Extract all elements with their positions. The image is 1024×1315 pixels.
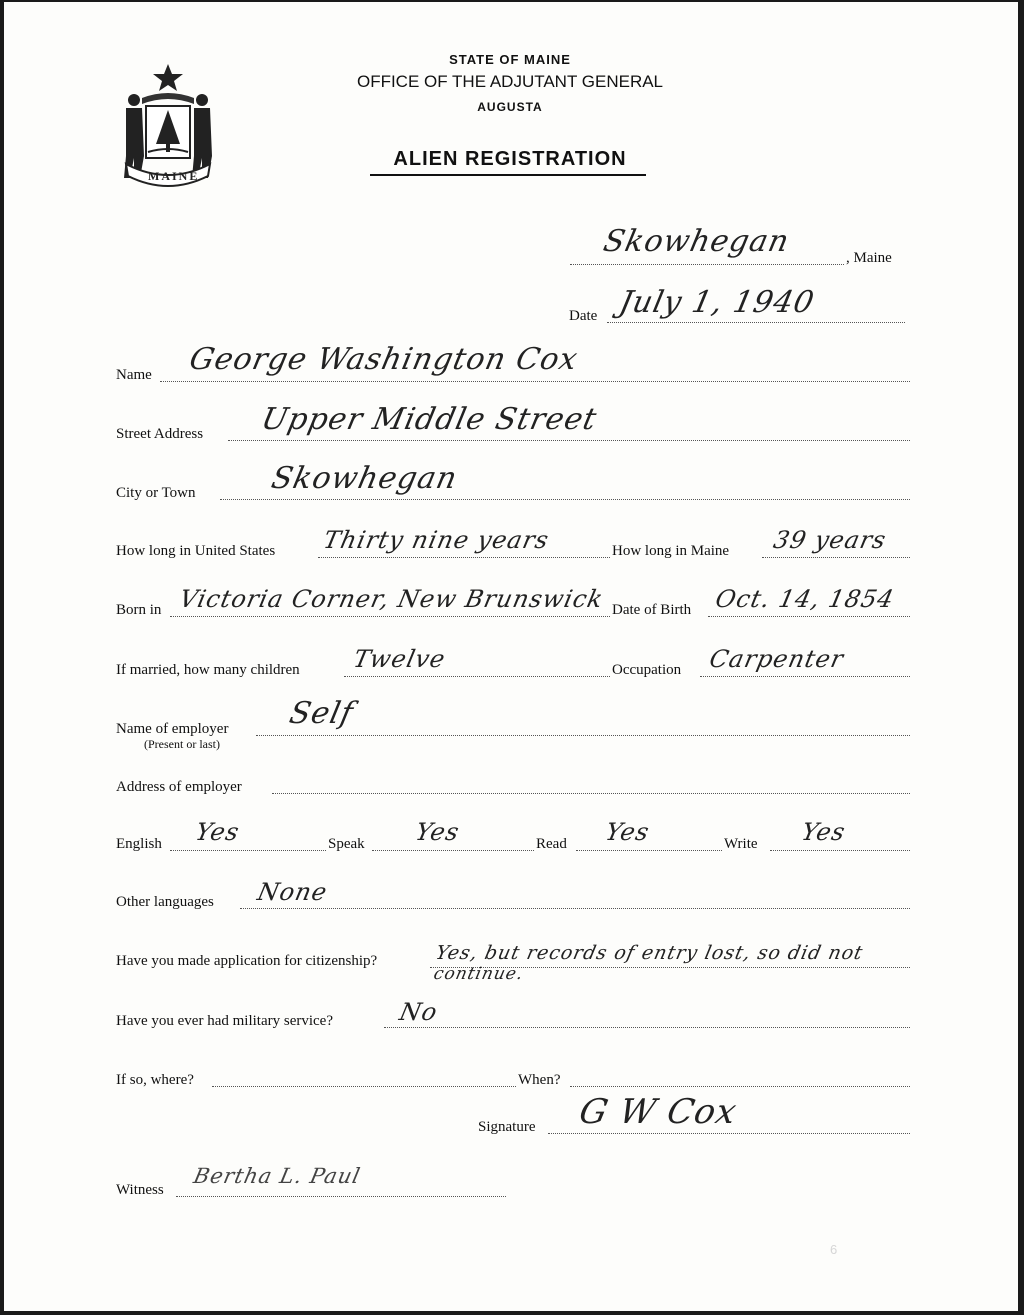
faint-stamp: 6 [830,1242,841,1257]
children-label: If married, how many children [116,662,300,678]
name-value: George Washington Cox [186,342,582,377]
date-line [607,322,905,323]
employer-address-label: Address of employer [116,779,242,795]
write-label: Write [724,836,758,852]
other-languages-value: None [255,878,331,906]
when-line [570,1086,910,1087]
name-label: Name [116,367,152,383]
when-label: When? [518,1072,561,1088]
employer-note: (Present or last) [144,737,220,751]
speak-label: Speak [328,836,365,852]
speak-value: Yes [413,818,463,846]
occupation-line [700,676,910,677]
write-value: Yes [799,818,849,846]
english-line [170,850,326,851]
alien-registration-form [4,2,1018,1311]
occupation-value: Carpenter [707,645,847,673]
how-long-us-value: Thirty nine years [321,526,552,554]
form-title: ALIEN REGISTRATION [393,148,627,170]
other-languages-label: Other languages [116,894,214,910]
read-label: Read [536,836,567,852]
military-line [384,1027,910,1028]
write-line [770,850,910,851]
citizenship-value-line2: continue. [431,964,526,984]
employer-line [256,735,910,736]
employer-address-line [272,793,910,794]
signature-line [548,1133,910,1134]
born-in-label: Born in [116,602,162,618]
where-line [212,1086,516,1087]
citizenship-value-line1: Yes, but records of entry lost, so did not [433,942,866,964]
city-heading: AUGUSTA [477,100,543,114]
employer-value: Self [286,696,357,731]
town-line [570,264,844,265]
state-heading: STATE OF MAINE [449,52,571,67]
town-value: Skowhegan [600,224,793,259]
office-heading: OFFICE OF THE ADJUTANT GENERAL [356,72,664,91]
employer-label: Name of employer [116,721,229,737]
street-line [228,440,910,441]
military-label: Have you ever had military service? [116,1013,333,1029]
dob-value: Oct. 14, 1854 [713,585,897,613]
how-long-maine-label: How long in Maine [612,543,730,559]
children-line [344,676,610,677]
witness-label: Witness [116,1182,164,1198]
read-value: Yes [603,818,653,846]
english-label: English [116,836,162,852]
where-label: If so, where? [116,1072,194,1088]
dob-label: Date of Birth [612,602,692,618]
street-value: Upper Middle Street [258,402,601,437]
how-long-us-line [318,557,610,558]
city-value: Skowhegan [268,461,461,496]
seal-banner-text: MAINE [148,169,200,183]
born-in-value: Victoria Corner, New Brunswick [177,585,607,613]
how-long-maine-line [762,557,910,558]
military-value: No [397,998,441,1026]
how-long-maine-value: 39 years [771,526,890,554]
citizenship-label: Have you made application for citizenship? [116,953,378,969]
witness-value: Bertha L. Paul [191,1164,363,1188]
children-value: Twelve [351,645,449,673]
date-label: Date [569,308,598,324]
name-line [160,381,910,382]
signature-value: G W Cox [575,1092,741,1132]
english-value: Yes [193,818,243,846]
title-underline [370,174,646,176]
read-line [576,850,722,851]
city-label: City or Town [116,485,196,501]
maine-label: , Maine [846,250,892,266]
other-languages-line [240,908,910,909]
state-seal [112,60,224,190]
witness-line [176,1196,506,1197]
speak-line [372,850,534,851]
date-value: July 1, 1940 [616,285,818,320]
signature-label: Signature [478,1119,536,1135]
born-in-line [170,616,610,617]
occupation-label: Occupation [612,662,682,678]
dob-line [708,616,910,617]
street-label: Street Address [116,426,204,442]
how-long-us-label: How long in United States [116,543,276,559]
city-line [220,499,910,500]
